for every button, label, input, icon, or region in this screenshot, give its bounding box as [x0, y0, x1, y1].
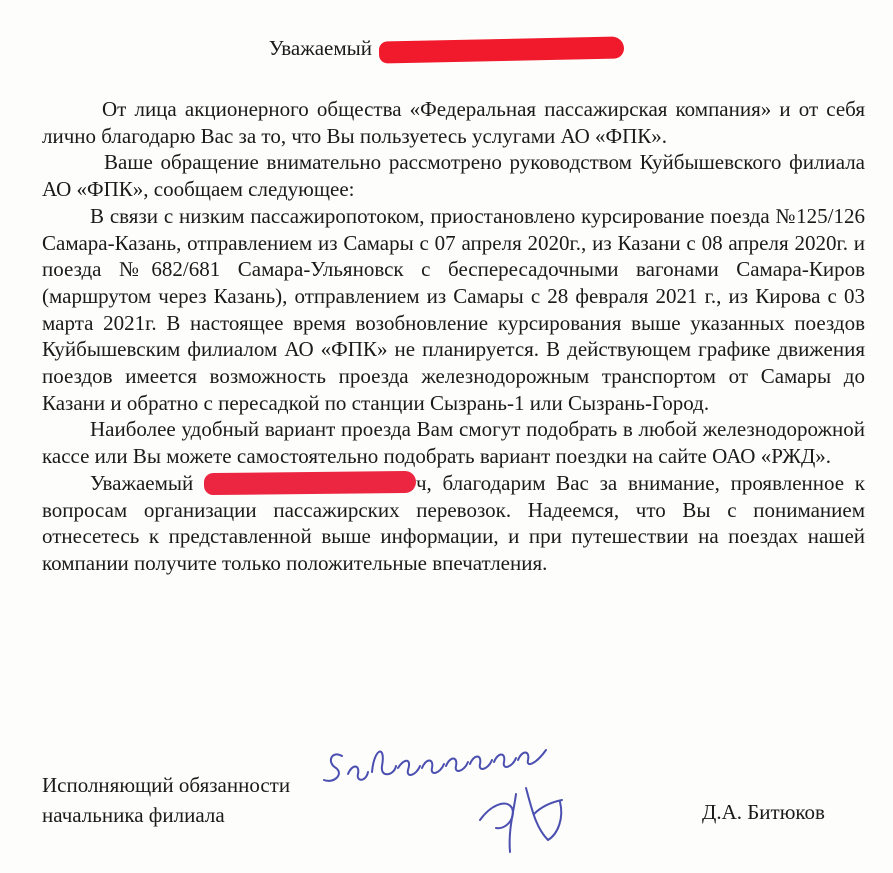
signatory-name: Д.А. Битюков	[702, 800, 825, 824]
greeting-text: Уважаемый	[268, 36, 372, 60]
position-line-1: Исполняющий обязанности	[42, 773, 291, 797]
paragraph-closing	[42, 470, 865, 577]
position-line-2: начальника филиала	[42, 803, 225, 827]
letter-greeting	[0, 36, 893, 61]
paragraph-thanks: От лица акционерного общества «Федеральная пассажирская компания» и от себя лично благодарю Вас за то, что Вы пользуетесь услугами АО «ФПК».	[42, 97, 865, 148]
redacted-name-mark-2	[204, 471, 416, 495]
paragraph-ticket-advice: Наиболее удобный вариант проезда Вам смогут подобрать в любой железнодорожной кассе или Вы можете самостоятельно подобрать вариант поездки на сайте ОАО «РЖД».	[42, 417, 865, 469]
signatory-position	[42, 770, 290, 830]
closing-greeting: Уважаемый	[90, 470, 194, 495]
closing-text: ч, благодарим Вас за внимание, проявленное к вопросам организации пассажирских перевозок. Надеемся, что Вы с пониманием отнесетесь к представленной выше информации, и при путешествии на поездах нашей компании получите только положительные впечатления.	[42, 470, 866, 575]
paragraph-review: Ваше обращение внимательно рассмотрено руководством Куйбышевского филиала АО «ФПК», сообщаем следующее:	[42, 150, 865, 202]
handwritten-signature	[320, 728, 570, 868]
paragraph-train-suspension: В связи с низким пассажиропотоком, приостановлено курсирование поезда №125/126 Самара-Казань, отправлением из Самары с 07 апреля 2020г., из Казани с 08 апреля 2020г. и поезда №682/681 Самара-Ульяновск с беспересадочными вагонами Самара-Киров (маршрутом через Казань), отправлением из Самары с 28 февраля 2021 г., из Кирова с 03 марта 2021г. В настоящее время возобновление курсирования выше указанных поездов Куйбышевским филиалом АО «ФПК» не планируется. В действующем графике движения поездов имеется возможность проезда железнодорожным транспортом от Самары до Казани и обратно с пересадкой по станции Сызрань-1 или Сызрань-Город.	[42, 203, 865, 415]
redacted-name-mark	[379, 37, 624, 64]
letter-body	[42, 96, 865, 577]
